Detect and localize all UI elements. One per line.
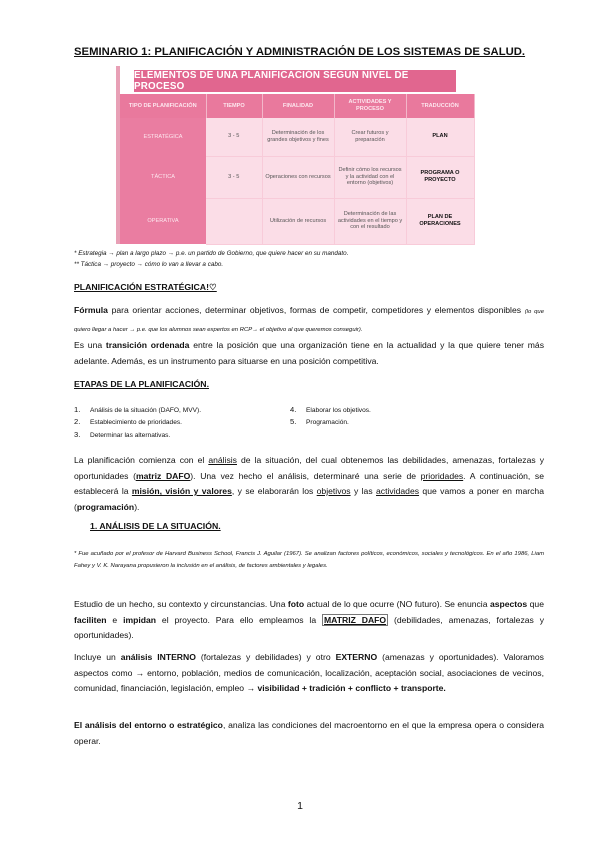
- table-cell-traduccion: PLAN DE OPERACIONES: [406, 198, 474, 244]
- paragraph-analisis-2: [74, 650, 544, 697]
- text-span: Es una: [74, 340, 106, 350]
- term-programacion: programación: [76, 501, 135, 512]
- table-cell-tipo: OPERATIVA: [120, 198, 206, 244]
- text-span: (fortalezas y debilidades) y otro: [195, 652, 336, 662]
- paragraph-formula: [74, 303, 544, 338]
- footnotes: [74, 248, 544, 270]
- table-cell-finalidad: Operaciones con recursos: [262, 156, 334, 198]
- table-cell-tipo: TÁCTICA: [120, 156, 206, 198]
- text-span: que vamos a poner en marcha (: [74, 486, 544, 512]
- term-analisis-interno: análisis INTERNO: [120, 652, 196, 662]
- page-number: 1: [297, 800, 303, 812]
- footnote-tactica: ** Táctica → proyecto → cómo lo van a llevar a cabo.: [74, 261, 224, 268]
- term-faciliten: faciliten: [74, 614, 107, 625]
- table-cell-tiempo: 3 - 5: [206, 156, 262, 198]
- list-text: Análisis de la situación (DAFO, MVV).: [90, 407, 202, 414]
- footnote-estrategia: * Estrategia → plan a largo plazo → p.e. un partido de Gobierno, que quiere hacer en su mandato.: [74, 250, 349, 257]
- etapas-list-left: [74, 404, 294, 441]
- list-text: Determinar las alternativas.: [90, 431, 171, 439]
- table-row: [120, 118, 474, 156]
- table-header: ACTIVIDADES Y PROCESO: [334, 94, 406, 118]
- term-visibilidad: visibilidad + tradición + conflicto + transporte.: [257, 683, 446, 693]
- page-title: SEMINARIO 1: PLANIFICACIÓN Y ADMINISTRACIÓN DE LOS SISTEMAS DE SALUD.: [74, 46, 526, 58]
- heading-text: 1. ANÁLISIS DE LA SITUACIÓN.: [90, 521, 221, 531]
- term-formula: Fórmula: [74, 305, 108, 315]
- term-foto: foto: [287, 599, 305, 609]
- text-span: , y se elaborarán los: [231, 486, 317, 496]
- table-cell-finalidad: Determinación de los grandes objetivos y fines: [262, 118, 334, 156]
- table-cell-tipo: ESTRATÉGICA: [120, 118, 206, 156]
- text-span: el proyecto. Para ello empleamos la: [156, 614, 323, 625]
- paragraph-analisis-3: [74, 718, 544, 749]
- text-span: , analiza las condiciones del macroentorno en el que la empresa opera o considera operar.: [74, 720, 544, 746]
- term-aspectos: aspectos: [489, 599, 528, 609]
- table-row: [120, 198, 474, 244]
- text-span: y las: [350, 486, 377, 496]
- section-heading-etapas: ETAPAS DE LA PLANIFICACIÓN.: [74, 379, 209, 389]
- text-span: Incluye un: [74, 652, 121, 662]
- term-actividades: actividades: [376, 486, 420, 496]
- term-analisis: análisis: [208, 455, 237, 465]
- analisis-italic-note: * Fue acuñado por el profesor de Harvard Business School, Francis J. Aguilar (1967). Se analizan factores políticos, económicos, sociales y tecnológicos. En el año 1986, Liam Fahey y V. K. Narayana propusieron la inclusión en el análisis, de factores ambientales y legales.: [74, 551, 544, 569]
- paragraph-etapas: [74, 453, 544, 515]
- list-item: [74, 404, 294, 416]
- text-span: (amenazas y oportunidades). Valoramos aspectos como → entorno, población, medios de comunicación, localización, aceptación social, asociaciones de vecinos, comunidad, financiación, legislación, empleo →: [74, 652, 544, 693]
- term-matriz-dafo-boxed: MATRIZ DAFO: [324, 614, 387, 625]
- paragraph-analisis-1: [74, 597, 544, 644]
- term-externo: EXTERNO: [335, 652, 378, 662]
- table-header: TRADUCCIÓN: [406, 94, 474, 118]
- list-text: Establecimiento de prioridades.: [90, 419, 182, 427]
- text-span: que: [527, 599, 544, 609]
- table-cell-finalidad: Utilización de recursos: [262, 198, 334, 244]
- text-span: ).: [134, 501, 140, 512]
- term-prioridades: prioridades: [420, 470, 464, 481]
- list-number: 2.: [74, 417, 81, 427]
- table-header: FINALIDAD: [262, 94, 334, 118]
- table-cell-tiempo: [206, 198, 262, 244]
- planning-table: [120, 94, 475, 245]
- table-cell-traduccion: PROGRAMA O PROYECTO: [406, 156, 474, 198]
- italic-note: (lo que quiero llegar a hacer → p.e. que los alumnos sean expertos en RCP→ el objetivo al que queremos conseguir).: [74, 309, 544, 333]
- term-objetivos: objetivos: [316, 486, 351, 496]
- list-text: Elaborar los objetivos.: [306, 407, 371, 414]
- list-item: [74, 416, 294, 428]
- table-row: [120, 156, 474, 198]
- list-number: 4.: [290, 405, 297, 414]
- text-span: para orientar acciones, determinar objetivos, formas de competir, competidores y elementos disponibles: [107, 305, 525, 315]
- paragraph-planificacion: [74, 303, 544, 369]
- list-item: [290, 416, 490, 428]
- list-text: Programación.: [306, 419, 349, 427]
- text-span: de la situación, del cual obtenemos las debilidades, amenazas, fortalezas y oportunidades (: [74, 455, 545, 481]
- text-span: ). Una vez hecho el análisis, determinaré una serie de: [190, 470, 421, 481]
- table-cell-actividades: Crear futuros y preparación: [334, 118, 406, 156]
- list-number: 1.: [74, 405, 81, 414]
- term-analisis-entorno: El análisis del entorno o estratégico: [74, 720, 223, 730]
- term-mision-vision-valores: misión, visión y valores: [131, 486, 232, 496]
- text-span: e: [106, 614, 124, 625]
- table-cell-actividades: Determinación de las actividades en el tiempo y con el resultado: [334, 198, 406, 244]
- list-number: 5.: [290, 417, 297, 427]
- text-span: La planificación comienza con el: [74, 455, 209, 465]
- table-cell-traduccion: PLAN: [406, 118, 474, 156]
- text-span: . A continuación, se establecerá la: [74, 470, 544, 496]
- term-matriz-dafo: matriz DAFO: [135, 470, 191, 481]
- table-cell-actividades: Definir cómo los recursos y la actividad con el entorno (objetivos): [334, 156, 406, 198]
- list-item: [290, 404, 490, 416]
- list-item: [74, 429, 294, 441]
- term-transicion: transición ordenada: [105, 340, 190, 350]
- section-heading-planificacion: PLANIFICACIÓN ESTRATÉGICA!♡: [74, 282, 217, 292]
- term-impidan: impidan: [123, 614, 157, 625]
- table-header: TIEMPO: [206, 94, 262, 118]
- text-span: actual de lo que ocurre (NO futuro). Se enuncia: [304, 599, 490, 609]
- list-number: 3.: [74, 429, 81, 439]
- table-banner: ELEMENTOS DE UNA PLANIFICACIÓN SEGÚN NIVEL DE PROCESO: [134, 70, 456, 92]
- paragraph-transicion: [74, 338, 544, 369]
- table-header: TIPO DE PLANIFICACIÓN: [120, 94, 206, 118]
- text-span: entre la posición que una organización tiene en la actualidad y la que quiere tener más adelante. Además, es un instrumento para situarse en una posición competitiva.: [74, 340, 544, 366]
- text-span: (debilidades, amenazas, fortalezas y oportunidades).: [74, 614, 545, 640]
- section-heading-analisis: [90, 521, 221, 531]
- table-header-row: [120, 94, 474, 118]
- planning-table-image: [116, 66, 474, 244]
- table-cell-tiempo: 3 - 5: [206, 118, 262, 156]
- text-span: Estudio de un hecho, su contexto y circunstancias. Una: [74, 599, 288, 609]
- etapas-list-right: [290, 404, 490, 429]
